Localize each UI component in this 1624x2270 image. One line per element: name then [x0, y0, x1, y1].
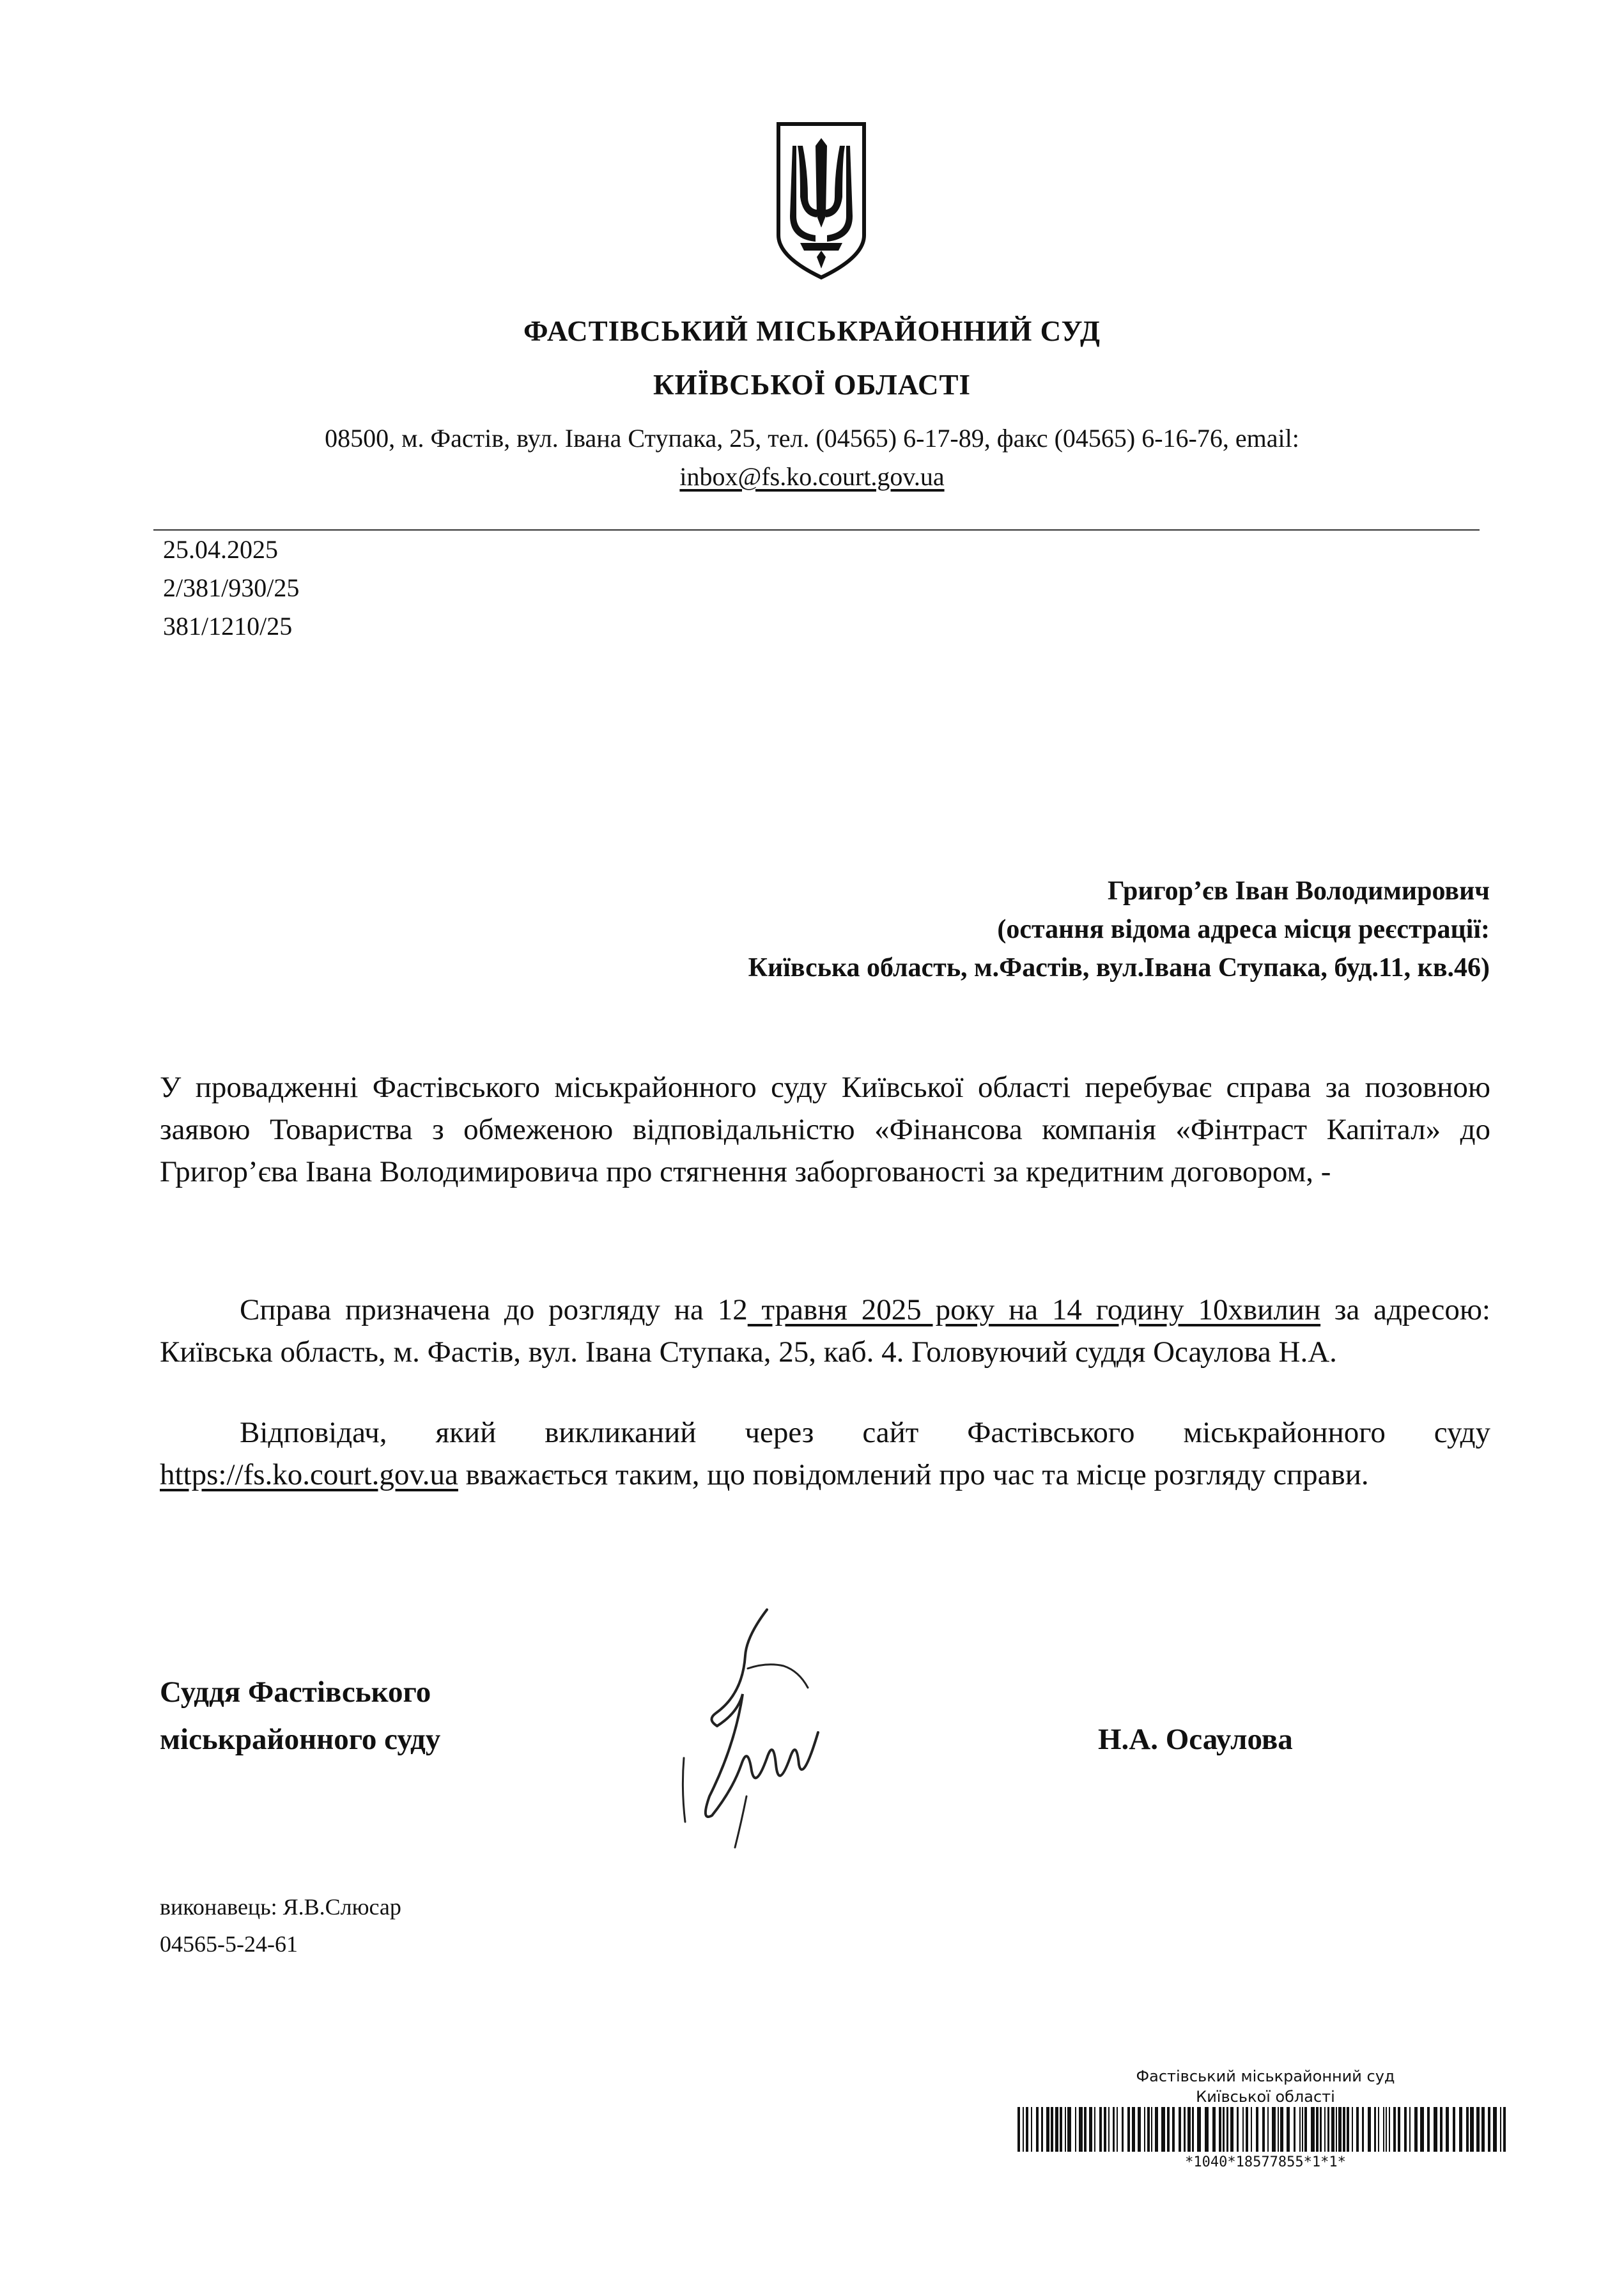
case-number: 2/381/930/25	[163, 573, 300, 602]
stamp-region: Київської області	[1196, 2088, 1335, 2106]
notice-outro: вважається таким, що повідомлений про час та місце розгляду справи.	[458, 1458, 1369, 1491]
addressee-note-line2: Київська область, м.Фастів, вул.Івана Ступака, буд.11, кв.46)	[748, 953, 1490, 983]
stamp-court-name: Фастівський міськрайонний суд	[1136, 2067, 1395, 2085]
addressee-note-line1: (остання відома адреса місця реєстрації:	[997, 915, 1490, 944]
executor-name: виконавець: Я.В.Слюсар	[160, 1894, 401, 1920]
header-divider	[153, 529, 1480, 531]
coat-of-arms-icon	[775, 120, 868, 281]
hearing-intro: Справа призначена до розгляду на 12	[240, 1293, 748, 1326]
notice-intro: Відповідач, який викликаний через сайт Фастівського міськрайонного суду	[240, 1416, 1490, 1449]
court-address: 08500, м. Фастів, вул. Івана Ступака, 25, тел. (04565) 6-17-89, факс (04565) 6-16-76, email:	[325, 424, 1299, 453]
judge-title-line1: Суддя Фастівського	[160, 1675, 431, 1709]
body-paragraph-1: У провадженні Фастівського міськрайонного суду Київської області перебуває справа за позовною заявою Товариства з обмеженою відповідальністю «Фінансова компанія «Фінтраст Капітал» до Григор’єва Івана Володимировича про стягнення заборгованості за кредитним договором, -	[160, 1071, 1490, 1188]
hearing-location: за адресою: Київська область, м. Фастів, вул. Івана Ступака, 25, каб. 4. Головуючий суддя Осаулова Н.А.	[160, 1293, 1490, 1369]
addressee-name: Григор’єв Іван Володимирович	[1107, 876, 1490, 906]
court-name-line2: КИЇВСЬКОЇ ОБЛАСТІ	[653, 369, 971, 401]
hearing-datetime: травня 2025 року на 14 годину 10хвилин	[747, 1293, 1321, 1326]
court-email-line	[0, 462, 1624, 492]
judge-name: Н.А. Осаулова	[1098, 1723, 1293, 1756]
body-paragraph-3	[160, 1411, 1490, 1496]
handwritten-signature	[671, 1605, 837, 1854]
letter-date: 25.04.2025	[163, 535, 278, 564]
court-website-link[interactable]: https://fs.ko.court.gov.ua	[160, 1458, 458, 1491]
proceeding-number: 381/1210/25	[163, 612, 293, 641]
executor-phone: 04565-5-24-61	[160, 1931, 298, 1957]
body-paragraph-2	[160, 1289, 1490, 1373]
court-email: inbox@fs.ko.court.gov.ua	[679, 462, 945, 491]
barcode-number: *1040*18577855*1*1*	[1185, 2154, 1346, 2170]
barcode-icon	[1016, 2107, 1508, 2156]
court-name-line1: ФАСТІВСЬКИЙ МІСЬКРАЙОННИЙ СУД	[523, 315, 1101, 347]
judge-title-line2: міськрайонного суду	[160, 1723, 441, 1756]
